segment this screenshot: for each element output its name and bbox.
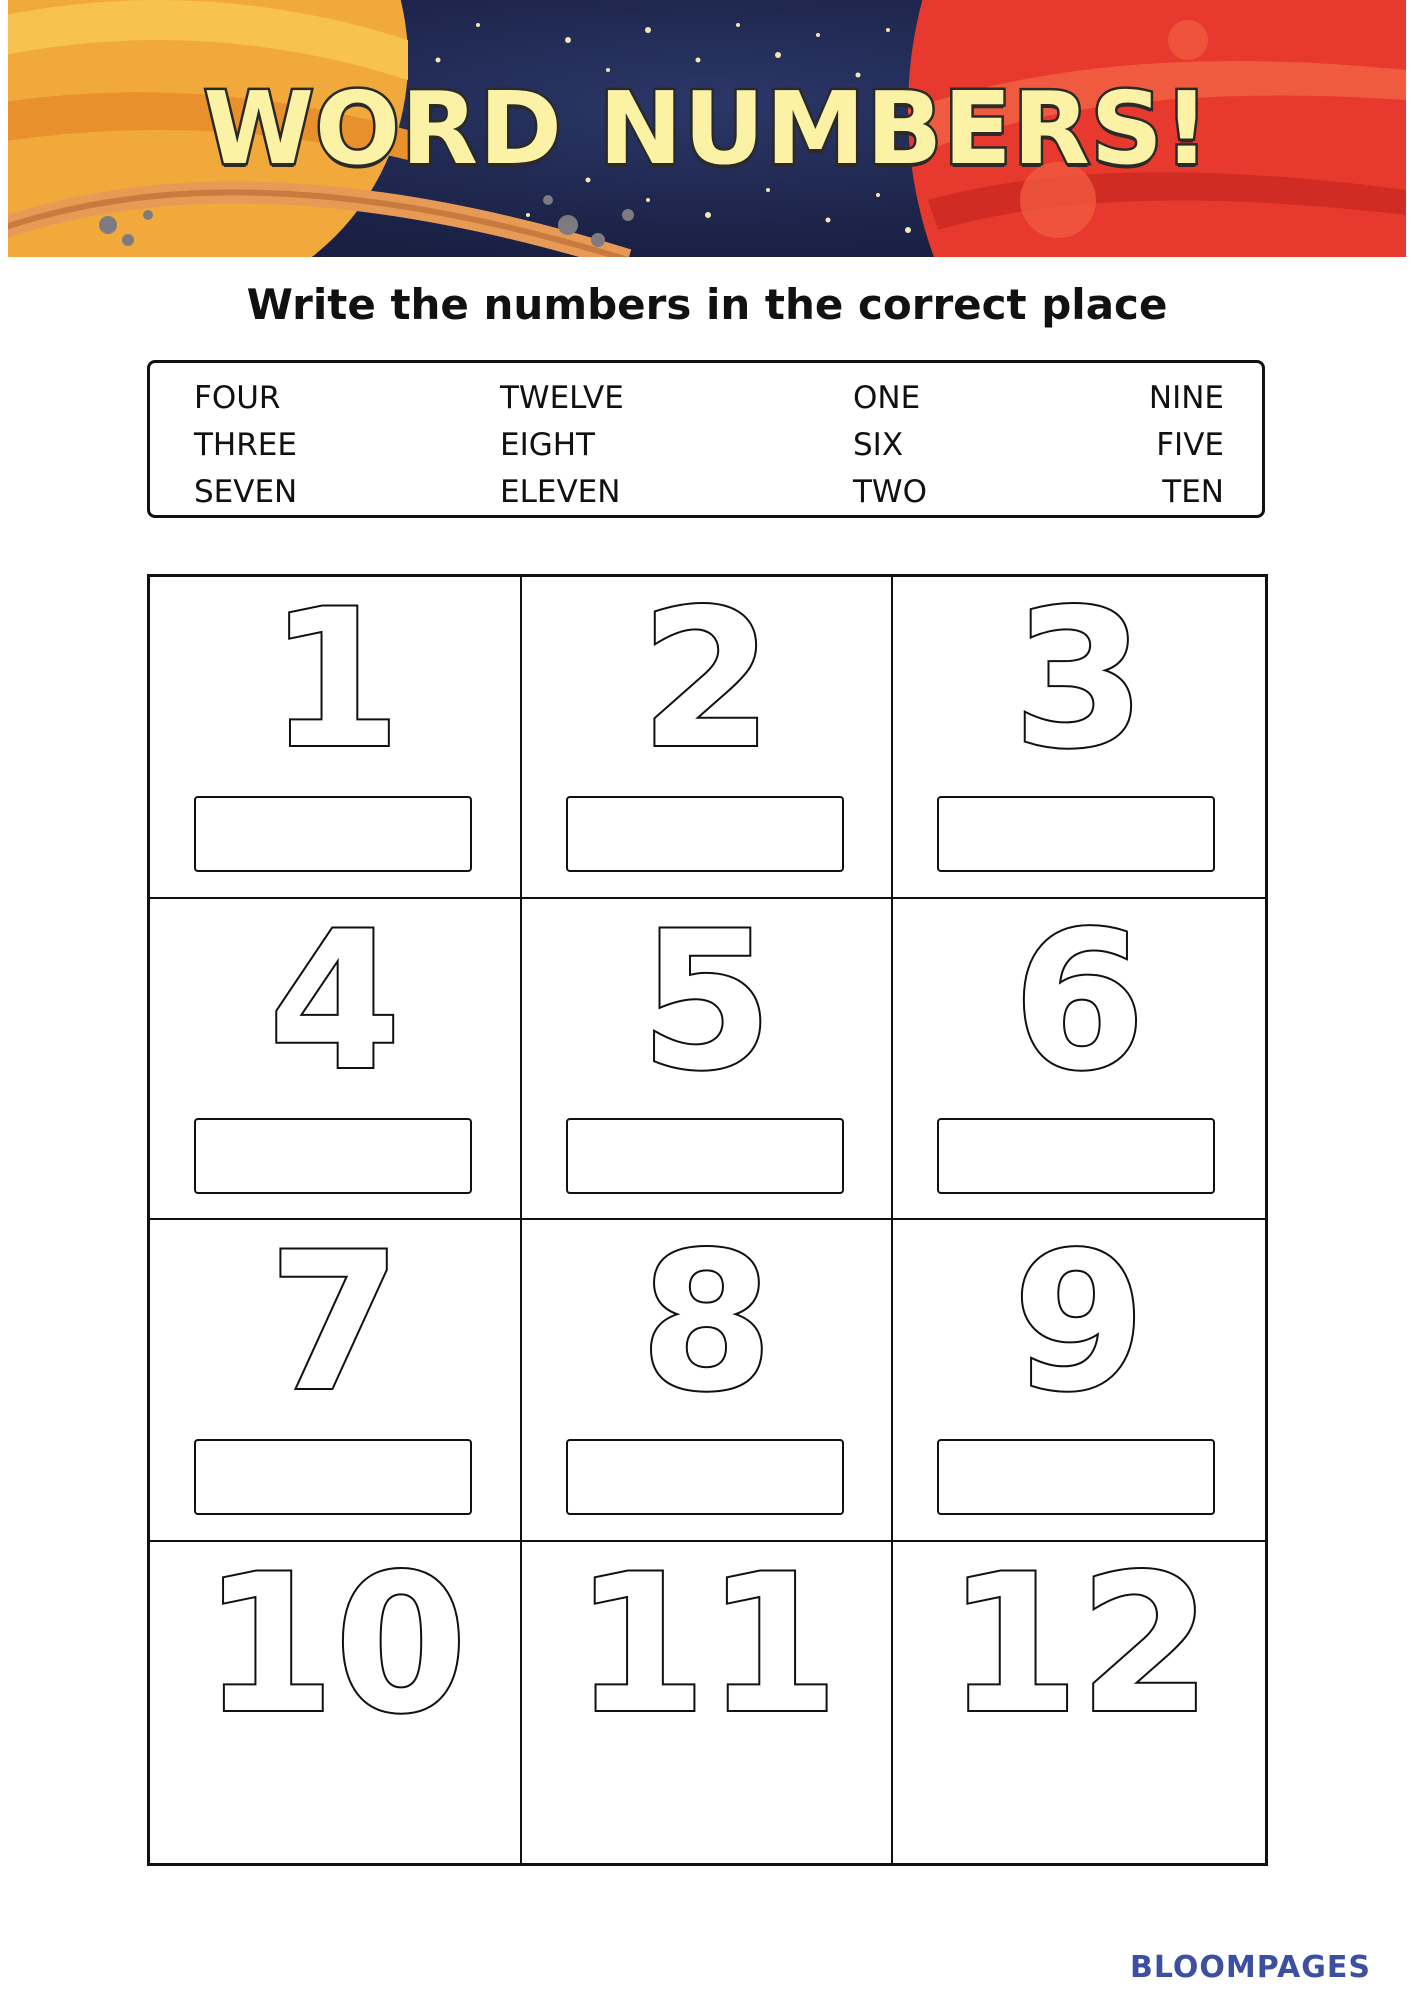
number-outline: 8 xyxy=(640,1212,773,1433)
instruction-text: Write the numbers in the correct place xyxy=(246,280,1168,329)
word-bank-item: TWELVE xyxy=(500,380,624,416)
number-outline: 2 xyxy=(640,569,773,790)
answer-box[interactable] xyxy=(194,1118,472,1194)
word-bank-item: THREE xyxy=(194,427,297,463)
number-cell xyxy=(522,1533,894,1864)
word-bank-item: TEN xyxy=(1162,474,1224,510)
number-cell xyxy=(893,1212,1265,1542)
number-outline: 11 xyxy=(574,1533,839,1755)
brand-logo: BLOOMPAGES xyxy=(1130,1950,1371,1985)
number-outline: 10 xyxy=(202,1533,468,1755)
number-outline: 9 xyxy=(1013,1212,1146,1433)
word-bank-item: TWO xyxy=(853,474,927,510)
number-cell xyxy=(150,1212,522,1542)
number-cell xyxy=(893,1533,1265,1864)
number-cell xyxy=(893,890,1265,1221)
answer-box[interactable] xyxy=(566,796,844,872)
word-bank-column-1 xyxy=(194,375,297,516)
number-cell xyxy=(522,1212,894,1542)
worksheet-title: WORD NUMBERS! xyxy=(203,70,1211,187)
number-outline: 3 xyxy=(1013,569,1146,790)
number-cell xyxy=(893,569,1265,899)
number-outline: 4 xyxy=(268,890,401,1112)
number-cell xyxy=(522,569,894,899)
number-cell xyxy=(150,569,522,899)
number-outline: 6 xyxy=(1013,890,1146,1112)
number-cell xyxy=(150,1533,522,1864)
number-outline: 7 xyxy=(268,1212,401,1433)
number-outline: 1 xyxy=(268,569,401,790)
number-outline: 12 xyxy=(946,1533,1212,1755)
word-bank-item: FOUR xyxy=(194,380,281,416)
word-bank-item: ELEVEN xyxy=(500,474,621,510)
word-bank-item: NINE xyxy=(1148,380,1224,416)
number-grid xyxy=(147,569,1268,1866)
space-banner xyxy=(8,0,1406,257)
number-cell xyxy=(150,890,522,1221)
word-bank-item: SIX xyxy=(853,427,904,463)
answer-box[interactable] xyxy=(566,1118,844,1194)
answer-box[interactable] xyxy=(937,1118,1215,1194)
answer-box[interactable] xyxy=(194,1439,472,1515)
number-cell xyxy=(522,890,894,1221)
answer-box[interactable] xyxy=(937,796,1215,872)
word-bank-item: EIGHT xyxy=(500,427,595,463)
word-bank-column-3 xyxy=(853,375,927,516)
word-bank-item: SEVEN xyxy=(194,474,298,510)
word-bank-column-2 xyxy=(500,375,624,516)
answer-box[interactable] xyxy=(194,796,472,872)
word-bank-item: ONE xyxy=(853,380,921,416)
answer-box[interactable] xyxy=(566,1439,844,1515)
word-bank-item: FIVE xyxy=(1156,427,1224,463)
word-bank xyxy=(147,360,1265,518)
answer-box[interactable] xyxy=(937,1439,1215,1515)
number-outline: 5 xyxy=(640,890,773,1112)
word-bank-column-4 xyxy=(1149,375,1224,516)
